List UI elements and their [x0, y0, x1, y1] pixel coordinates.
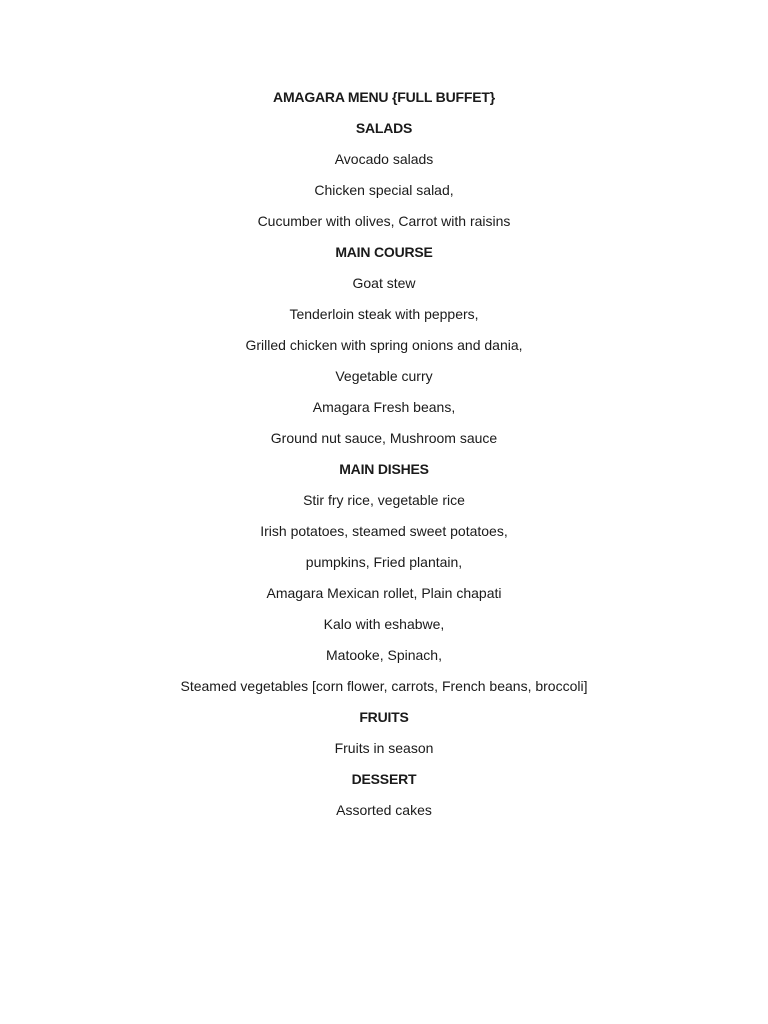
section-dessert — [0, 771, 768, 819]
section-heading: SALADS — [355, 120, 413, 136]
menu-item: Tenderloin steak with peppers, — [289, 306, 479, 322]
section-fruits — [0, 709, 768, 757]
menu-item: Chicken special salad, — [314, 182, 454, 198]
section-salads — [0, 120, 768, 230]
section-heading: FRUITS — [359, 709, 409, 725]
menu-item: Assorted cakes — [336, 802, 432, 818]
section-main-course — [0, 244, 768, 447]
menu-item: Amagara Fresh beans, — [312, 399, 456, 415]
menu-item: Avocado salads — [334, 151, 434, 167]
section-heading: MAIN DISHES — [339, 461, 429, 477]
menu-item: Kalo with eshabwe, — [323, 616, 445, 632]
menu-item: Cucumber with olives, Carrot with raisins — [257, 213, 511, 229]
menu-title: AMAGARA MENU {FULL BUFFET} — [273, 89, 495, 105]
section-heading: DESSERT — [351, 771, 417, 787]
menu-item: Ground nut sauce, Mushroom sauce — [270, 430, 498, 446]
section-heading: MAIN COURSE — [335, 244, 433, 260]
menu-item: Amagara Mexican rollet, Plain chapati — [266, 585, 502, 601]
menu-item: Matooke, Spinach, — [326, 647, 442, 663]
menu-item: Irish potatoes, steamed sweet potatoes, — [260, 523, 508, 539]
menu-item: Grilled chicken with spring onions and dania, — [245, 337, 523, 353]
menu-item: Fruits in season — [334, 740, 434, 756]
menu-document — [0, 89, 768, 833]
menu-item: pumpkins, Fried plantain, — [305, 554, 463, 570]
menu-item: Steamed vegetables [corn flower, carrots, French beans, broccoli] — [180, 678, 588, 694]
section-main-dishes — [0, 461, 768, 695]
menu-item: Goat stew — [352, 275, 416, 291]
menu-item: Vegetable curry — [335, 368, 433, 384]
menu-item: Stir fry rice, vegetable rice — [303, 492, 465, 508]
